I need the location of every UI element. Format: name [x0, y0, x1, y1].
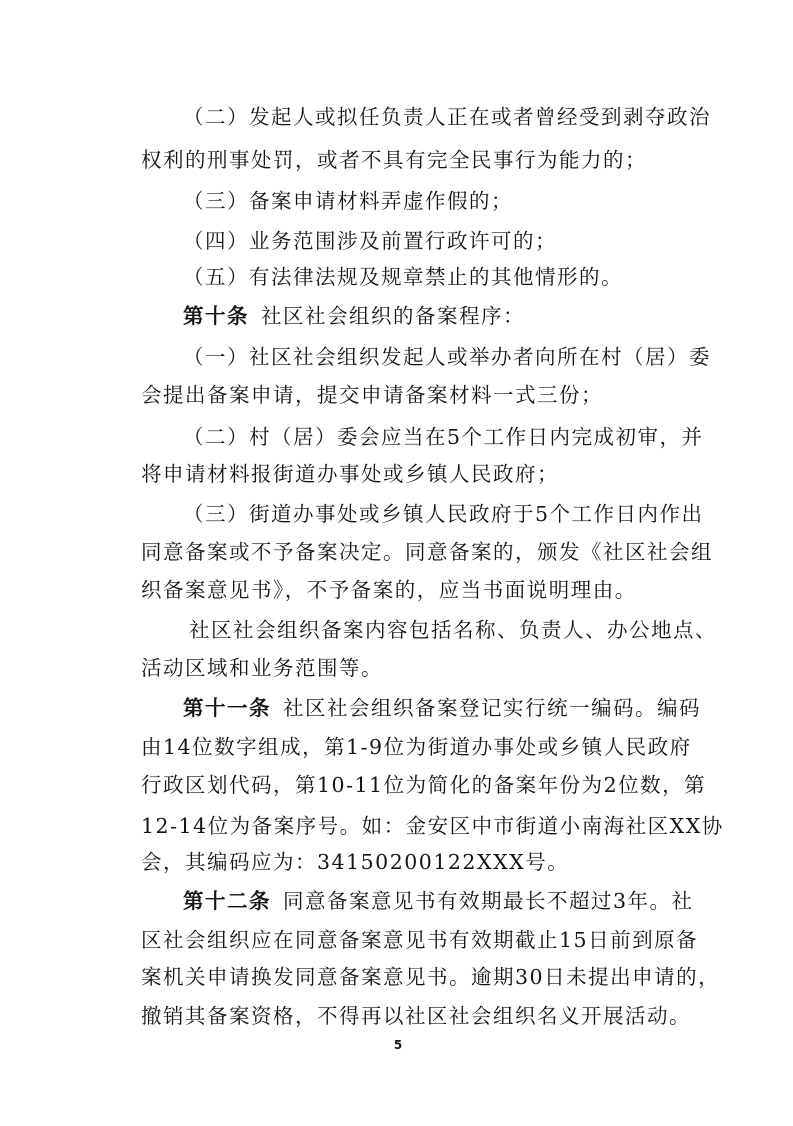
article-12-paragraph	[183, 888, 703, 914]
text-line: 社区社会组织的备案程序：	[261, 304, 525, 328]
text-line: 社区社会组织备案登记实行统一编码。编码	[283, 696, 701, 720]
text-line: 行政区划代码，第10-11位为简化的备案年份为2位数，第	[141, 773, 707, 797]
text-line: （三）备案申请材料弄虚作假的；	[183, 189, 513, 213]
article-10-paragraph	[183, 303, 703, 329]
text-line: 织备案意见书》，不予备案的，应当书面说明理由。	[141, 578, 637, 602]
text-line: （三）街道办事处或乡镇人民政府于5个工作日内作出	[183, 502, 704, 526]
text-line: 会，其编码应为：34150200122XXX号。	[141, 850, 570, 874]
text-line: 12-14位为备案序号。如：金安区中市街道小南海社区XX协	[141, 814, 724, 838]
text-line: 社区社会组织备案内容包括名称、负责人、办公地点、	[189, 618, 717, 642]
text-line: 会提出备案申请，提交申请备案材料一式三份；	[141, 383, 603, 407]
text-line: （四）业务范围涉及前置行政许可的；	[183, 229, 557, 253]
text-line: （二）发起人或拟任负责人正在或者曾经受到剥夺政治	[183, 105, 711, 129]
text-line: 权利的刑事处罚，或者不具有完全民事行为能力的；	[141, 148, 647, 172]
text-line: 同意备案意见书有效期最长不超过3年。社	[283, 889, 694, 913]
text-line: （一）社区社会组织发起人或举办者向所在村（居）委	[183, 345, 711, 369]
text-line: 活动区域和业务范围等。	[141, 656, 383, 680]
text-line: 将申请材料报街道办事处或乡镇人民政府；	[141, 462, 559, 486]
text-line: 案机关申请换发同意备案意见书。逾期30日未提出申请的，	[141, 965, 721, 989]
page-number: 5	[393, 1038, 403, 1052]
article-10-heading: 第十条	[183, 304, 249, 328]
article-11-heading: 第十一条	[183, 696, 271, 720]
text-line: 区社会组织应在同意备案意见书有效期截止15日前到原备	[141, 928, 699, 952]
text-line: 由14位数字组成，第1-9位为街道办事处或乡镇人民政府	[141, 735, 692, 759]
text-line: 同意备案或不予备案决定。同意备案的，颁发《社区社会组	[141, 540, 713, 564]
text-line: （二）村（居）委会应当在5个工作日内完成初审，并	[183, 425, 704, 449]
article-11-paragraph	[183, 695, 703, 721]
text-line: （五）有法律法规及规章禁止的其他情形的。	[183, 265, 623, 289]
text-line: 撤销其备案资格，不得再以社区社会组织名义开展活动。	[141, 1004, 691, 1028]
article-12-heading: 第十二条	[183, 889, 271, 913]
